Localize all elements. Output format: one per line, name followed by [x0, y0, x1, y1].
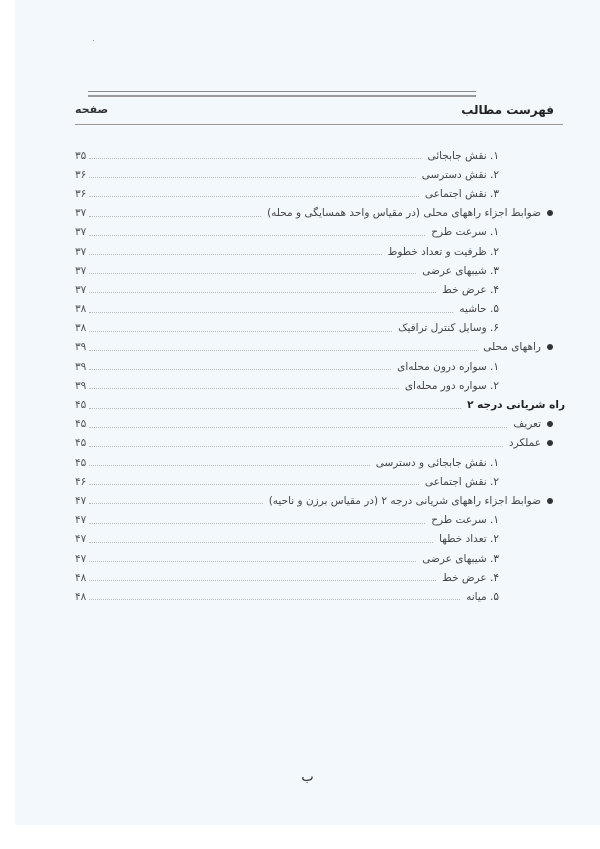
toc-entry-title-wrap	[421, 150, 565, 162]
bullet-icon	[547, 344, 553, 350]
bullet-icon	[547, 498, 553, 504]
toc-entry[interactable]	[75, 184, 565, 203]
dot-leader	[89, 196, 419, 197]
dot-leader	[89, 427, 507, 428]
toc-entry[interactable]	[75, 376, 565, 395]
toc-entry-title-wrap	[391, 361, 565, 373]
toc-entry-page: ۳۸	[75, 322, 87, 335]
page-number-letter: ب	[301, 770, 314, 785]
toc-entry[interactable]	[75, 280, 565, 299]
toc-entry-title-wrap	[477, 341, 565, 353]
toc-entry-title: تعریف	[513, 418, 541, 431]
toc-entry-page: ۴۵	[75, 456, 87, 469]
dot-leader	[89, 484, 419, 485]
toc-entry-title-wrap	[425, 226, 565, 238]
toc-entry-title-wrap	[416, 265, 565, 277]
toc-entry-page: ۴۵	[75, 399, 87, 412]
toc-entry-title-wrap	[416, 553, 565, 565]
toc-entry[interactable]	[75, 491, 565, 510]
toc-entry-title: ۳. نقش اجتماعی	[424, 187, 499, 200]
bullet-icon	[547, 421, 553, 427]
dot-leader	[89, 235, 425, 236]
toc-entry-title: ۱. سواره درون محله‌ای	[397, 360, 499, 373]
toc-entry-page: ۳۷	[75, 283, 87, 296]
toc-entry-title-wrap	[263, 495, 565, 507]
dot-leader	[89, 599, 460, 600]
toc-entry-page: ۳۶	[75, 187, 87, 200]
toc-entry-page: ۴۵	[75, 418, 87, 431]
toc-entry-page: ۳۹	[75, 341, 87, 354]
toc-entry-title: ۲. ظرفیت و تعداد خطوط	[387, 245, 499, 258]
toc-entry-page: ۳۷	[75, 245, 87, 258]
toc-entry-title: ۴. عرض خط	[442, 283, 499, 296]
toc-entry[interactable]	[75, 165, 565, 184]
toc-entry-title: ۱. نقش جابجائی و دسترسی	[375, 456, 499, 469]
dot-leader	[89, 446, 503, 447]
toc-entry[interactable]	[75, 472, 565, 491]
toc-entry-title: ۶. وسایل کنترل ترافیک	[398, 322, 499, 335]
toc-entry-page: ۳۹	[75, 379, 87, 392]
toc-entry-title: ۵. میانه	[466, 590, 499, 603]
toc-entry[interactable]	[75, 146, 565, 165]
page-column-label: صفحه	[75, 103, 109, 116]
toc-entry[interactable]	[75, 434, 565, 453]
dot-leader	[89, 465, 370, 466]
dot-leader	[89, 388, 399, 389]
toc-entry-title: ۵. حاشیه	[459, 303, 499, 316]
toc-entry-title-wrap	[436, 572, 565, 584]
toc-entry-page: ۳۸	[75, 303, 87, 316]
top-rule	[88, 91, 476, 92]
dot-leader	[89, 580, 436, 581]
top-rule-thick	[88, 95, 476, 97]
toc-entry-title: ۱. سرعت طرح	[431, 514, 499, 527]
toc-heading: فهرست مطالب	[461, 103, 554, 117]
toc-entry-page: ۳۷	[75, 207, 87, 220]
dot-leader	[89, 523, 425, 524]
toc-entry-page: ۳۷	[75, 264, 87, 277]
toc-entry-title: راه شریانی درجه ۲	[467, 399, 565, 412]
dot-leader	[89, 312, 453, 313]
toc-entry-page: ۴۶	[75, 475, 87, 488]
toc-entry-title-wrap	[382, 246, 565, 258]
table-of-contents	[75, 146, 565, 607]
toc-entry[interactable]	[75, 453, 565, 472]
toc-entry-title-wrap	[419, 188, 565, 200]
toc-entry-title-wrap	[425, 514, 565, 526]
toc-entry-title: ۴. عرض خط	[442, 571, 499, 584]
dot-leader	[89, 408, 461, 409]
dot-leader	[89, 542, 433, 543]
toc-entry[interactable]	[75, 530, 565, 549]
toc-entry-title-wrap	[399, 380, 565, 392]
scan-speck	[93, 40, 94, 41]
dot-leader	[89, 292, 436, 293]
toc-entry-page: ۴۷	[75, 552, 87, 565]
toc-entry-title: ۱. نقش جابجائی	[427, 149, 499, 162]
toc-entry-page: ۳۹	[75, 360, 87, 373]
toc-entry[interactable]	[75, 395, 565, 414]
document-page	[15, 0, 600, 825]
dot-leader	[89, 350, 477, 351]
toc-entry-title: عملکرد	[508, 437, 541, 450]
toc-entry-title-wrap	[370, 457, 565, 469]
toc-entry[interactable]	[75, 223, 565, 242]
bullet-icon	[547, 440, 553, 446]
toc-entry-title: ضوابط اجزاء راههای محلی (در مقیاس واحد همسایگی و محله)	[267, 207, 541, 220]
toc-entry-title: ۳. شیبهای عرضی	[422, 264, 499, 277]
toc-entry[interactable]	[75, 587, 565, 606]
toc-entry-title: ۲. نقش دسترسی	[421, 168, 499, 181]
toc-entry-title: ضوابط اجزاء راههای شریانی درجه ۲ (در مقیاس برزن و ناحیه)	[268, 494, 541, 507]
toc-entry-title: ۱. سرعت طرح	[431, 226, 499, 239]
toc-entry-title: ۲. تعداد خطها	[439, 533, 499, 546]
dot-leader	[89, 177, 416, 178]
toc-entry-page: ۴۵	[75, 437, 87, 450]
toc-entry[interactable]	[75, 300, 565, 319]
toc-entry[interactable]	[75, 338, 565, 357]
toc-entry-title-wrap	[392, 322, 565, 334]
dot-leader	[89, 369, 391, 370]
toc-entry-title-wrap	[416, 169, 565, 181]
toc-entry-title-wrap	[503, 437, 565, 449]
toc-entry-page: ۴۷	[75, 494, 87, 507]
toc-entry-title: ۳. شیبهای عرضی	[422, 552, 499, 565]
dot-leader	[89, 216, 261, 217]
toc-entry[interactable]	[75, 415, 565, 434]
toc-entry-title: راههای محلی	[483, 341, 541, 354]
toc-entry-title-wrap	[507, 418, 565, 430]
toc-entry-page: ۴۸	[75, 571, 87, 584]
toc-entry[interactable]	[75, 242, 565, 261]
toc-entry-title-wrap	[433, 533, 565, 545]
toc-entry-title-wrap	[436, 284, 565, 296]
dot-leader	[89, 254, 382, 255]
dot-leader	[89, 503, 263, 504]
toc-entry-page: ۴۸	[75, 590, 87, 603]
toc-entry-page: ۴۷	[75, 533, 87, 546]
toc-entry-title-wrap	[419, 476, 565, 488]
toc-entry-page: ۳۶	[75, 168, 87, 181]
toc-entry-title-wrap	[460, 591, 565, 603]
dot-leader	[89, 331, 392, 332]
header-rule	[75, 124, 563, 125]
toc-entry-page: ۳۷	[75, 226, 87, 239]
bullet-icon	[547, 210, 553, 216]
toc-entry[interactable]	[75, 204, 565, 223]
toc-entry-title-wrap	[261, 207, 565, 219]
dot-leader	[89, 561, 416, 562]
toc-entry[interactable]	[75, 549, 565, 568]
toc-entry-title-wrap	[461, 399, 565, 411]
toc-entry-title: ۲. نقش اجتماعی	[424, 475, 499, 488]
toc-entry[interactable]	[75, 511, 565, 530]
dot-leader	[89, 273, 416, 274]
toc-entry-page: ۳۵	[75, 149, 87, 162]
toc-entry-page: ۴۷	[75, 514, 87, 527]
dot-leader	[89, 158, 421, 159]
toc-entry[interactable]	[75, 568, 565, 587]
toc-entry-title-wrap	[453, 303, 565, 315]
toc-entry-title: ۲. سواره دور محله‌ای	[404, 379, 499, 392]
toc-entry[interactable]	[75, 319, 565, 338]
toc-entry[interactable]	[75, 357, 565, 376]
toc-entry[interactable]	[75, 261, 565, 280]
